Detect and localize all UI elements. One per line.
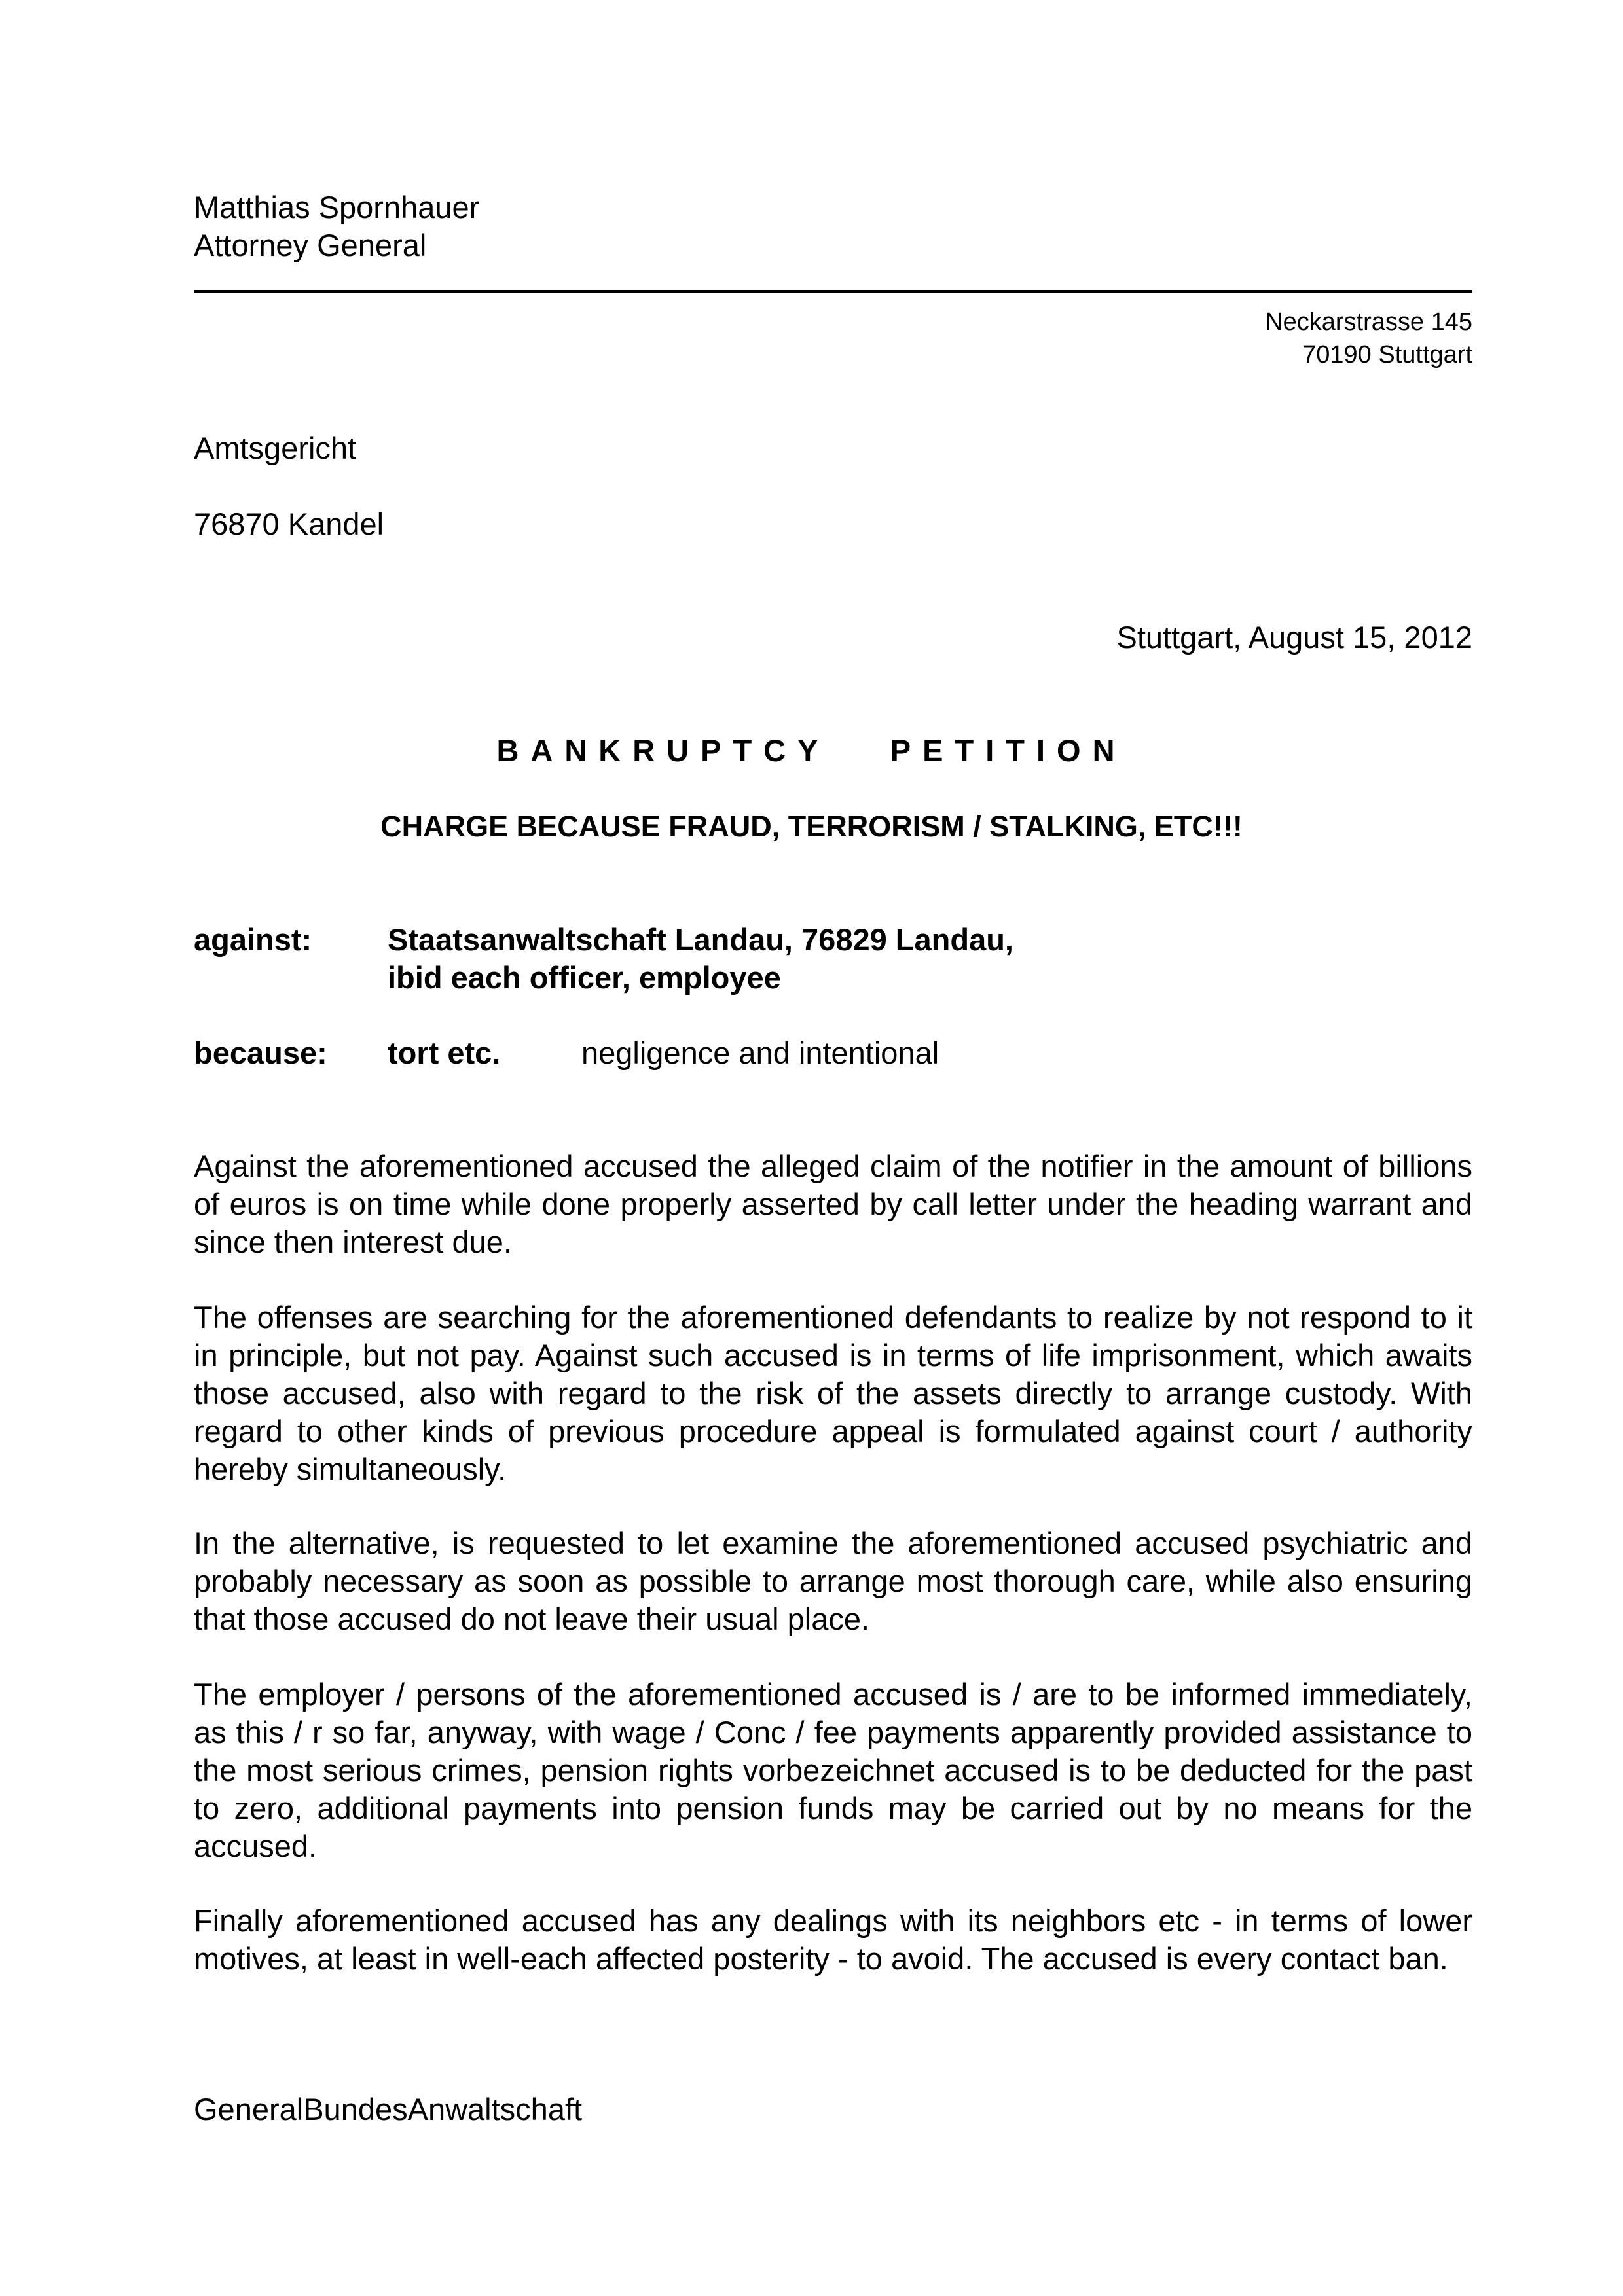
sender-name: Matthias Spornhauer (194, 190, 480, 224)
signature: GeneralBundesAnwaltschaft (194, 2092, 583, 2126)
because-block (194, 1034, 939, 1072)
because-tort: tort etc. (388, 1035, 501, 1070)
body-paragraph-2: The offenses are searching for the aforementioned defendants to realize by not respond to it in principle, but not pay. Against such accused is in terms of life imprisonment, which awaits those accused, also with regard to the risk of the assets directly to arrange custody. With regard to other kinds of previous procedure appeal is formulated against court / authority hereby simultaneously. (194, 1300, 1472, 1486)
against-line-2: ibid each officer, employee (388, 960, 781, 995)
body-paragraph-5: Finally aforementioned accused has any dealings with its neighbors etc - in terms of lower motives, at least in well-each affected posterity - to avoid. The accused is every contact ban. (194, 1903, 1472, 1976)
document-title: BANKRUPTCY PETITION (496, 733, 1127, 768)
date-line: Stuttgart, August 15, 2012 (1116, 620, 1472, 655)
because-detail: negligence and intentional (581, 1035, 939, 1070)
body-paragraph-3: In the alternative, is requested to let examine the aforementioned accused psychiatric and probably necessary as soon as possible to arrange most thorough care, while also ensuring that those accused do not leave their usual place. (194, 1526, 1472, 1636)
sender-city: 70190 Stuttgart (1302, 341, 1472, 368)
document-subtitle: CHARGE BECAUSE FRAUD, TERRORISM / STALKING, ETC!!! (380, 810, 1243, 843)
sender-address (1265, 306, 1472, 371)
recipient-city: 76870 Kandel (194, 507, 384, 541)
because-label: because: (194, 1035, 327, 1070)
body-paragraph-4: The employer / persons of the aforementioned accused is / are to be informed immediately, as this / r so far, anyway, with wage / Conc / fee payments apparently provided assistance to the most serious crimes, pension rights vorbezeichnet accused is to be deducted for the past to zero, additional payments into pension funds may be carried out by no means for the accused. (194, 1677, 1472, 1863)
against-block (194, 921, 1013, 997)
recipient-court: Amtsgericht (194, 431, 357, 465)
against-label: against: (194, 922, 312, 957)
sender-title: Attorney General (194, 228, 427, 262)
body-paragraph-1: Against the aforementioned accused the alleged claim of the notifier in the amount of billions of euros is on time while done properly asserted by call letter under the heading warrant and since then interest due. (194, 1149, 1472, 1259)
header-divider (194, 290, 1472, 293)
sender-street: Neckarstrasse 145 (1265, 308, 1472, 336)
sender-block (194, 188, 479, 264)
against-line-1: Staatsanwaltschaft Landau, 76829 Landau, (388, 922, 1013, 957)
